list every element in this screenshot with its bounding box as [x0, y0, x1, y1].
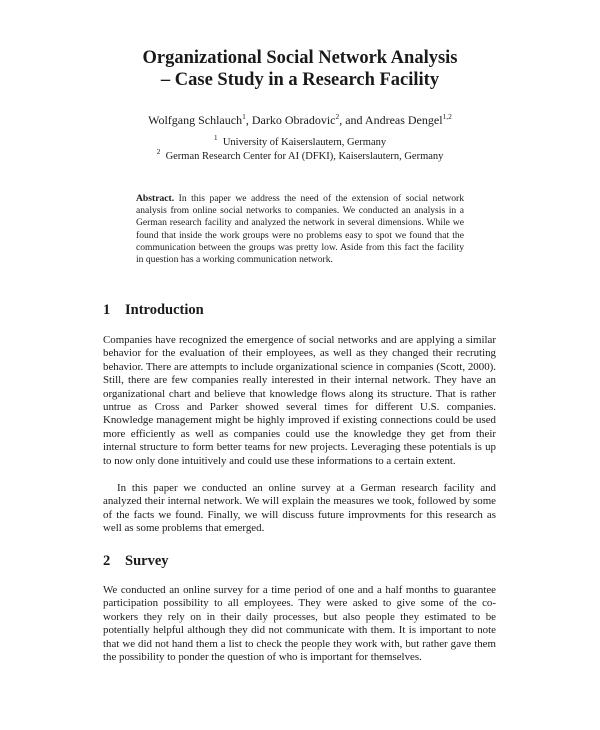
- affiliation-1: [0, 133, 600, 150]
- introduction-paragraph-2: In this paper we conducted an online survey at a German research facility and analyzed their internal network. We will explain the measures we took, followed by some of the facts we found. Finally, we will discuss future improvments for this research as well as some problems that emerged.: [103, 482, 496, 535]
- paper-title-line-1: Organizational Social Network Analysis: [142, 48, 458, 68]
- author-separator: ,: [245, 113, 252, 127]
- section-heading-survey: [103, 552, 169, 570]
- section-number: 1: [103, 302, 111, 318]
- affiliation-text: University of Kaiserslautern, Germany: [222, 137, 387, 148]
- abstract-text: In this paper we address the need of the extension of social network analysis from online social networks to companies. We conducted an analysis in a German research facility and analyzed the network in several dimensions. While we found that inside the work groups were no problems easy to spot we found that the communication between the groups was pretty low. Aside from this fact the facility in question has a working communication network.: [136, 193, 464, 266]
- affiliation-mark: 1: [213, 133, 218, 142]
- affiliation-list: [0, 133, 600, 164]
- affiliation-mark: 2: [156, 147, 161, 156]
- author-affiliation-mark: 1,2: [442, 112, 452, 121]
- survey-paragraph-1: We conducted an online survey for a time period of one and a half months to guarantee participation possibility to all employees. They were asked to give some of the co-workers they rely on in their daily processes, but also people they estimated to be potentially helpful although they did not communicate with them. It is important to note that we did not hand them a list to check the people they work with, but rather gave them the possibility to ponder the question of who is important for themselves.: [103, 584, 496, 664]
- section-title: Survey: [125, 553, 169, 569]
- abstract-label: Abstract.: [136, 193, 175, 204]
- author-affiliation-mark: 1: [242, 112, 246, 121]
- introduction-paragraph-1: Companies have recognized the emergence of social networks and are applying a similar behavior for the evaluation of their employees, as well as they changed their recruting behavior. There are attempts to include organizational science in companies (Scott, 2000). Still, there are few companies really interested in their internal network. They have an organizational chart and believe that knowledge flows along its structure. That is rather untrue as Cross and Parker showed several times for different U.S. companies. Knowledge management might be highly improved if existing connections could be used more efficiently as well as companies could use the knowledge they get from their internal structure to form better teams for new projects. Leveraging these potentials is up to now only done intuitively and could use these informations to a certain extent.: [103, 334, 496, 467]
- paper-title: [0, 47, 600, 91]
- paper-title-line-2: – Case Study in a Research Facility: [160, 70, 440, 90]
- affiliation-text: German Research Center for AI (DFKI), Kaiserslautern, Germany: [165, 151, 444, 162]
- abstract: [136, 193, 464, 266]
- section-title: Introduction: [125, 302, 204, 318]
- author-affiliation-mark: 2: [335, 112, 340, 121]
- section-number: 2: [103, 553, 111, 569]
- author-name: Andreas Dengel: [364, 113, 443, 127]
- section-heading-introduction: [103, 301, 204, 319]
- author-list: [0, 112, 600, 128]
- affiliation-2: [0, 147, 600, 164]
- author-name: Darko Obradovic: [251, 113, 336, 127]
- author-separator: , and: [339, 113, 365, 127]
- author-name: Wolfgang Schlauch: [148, 113, 243, 127]
